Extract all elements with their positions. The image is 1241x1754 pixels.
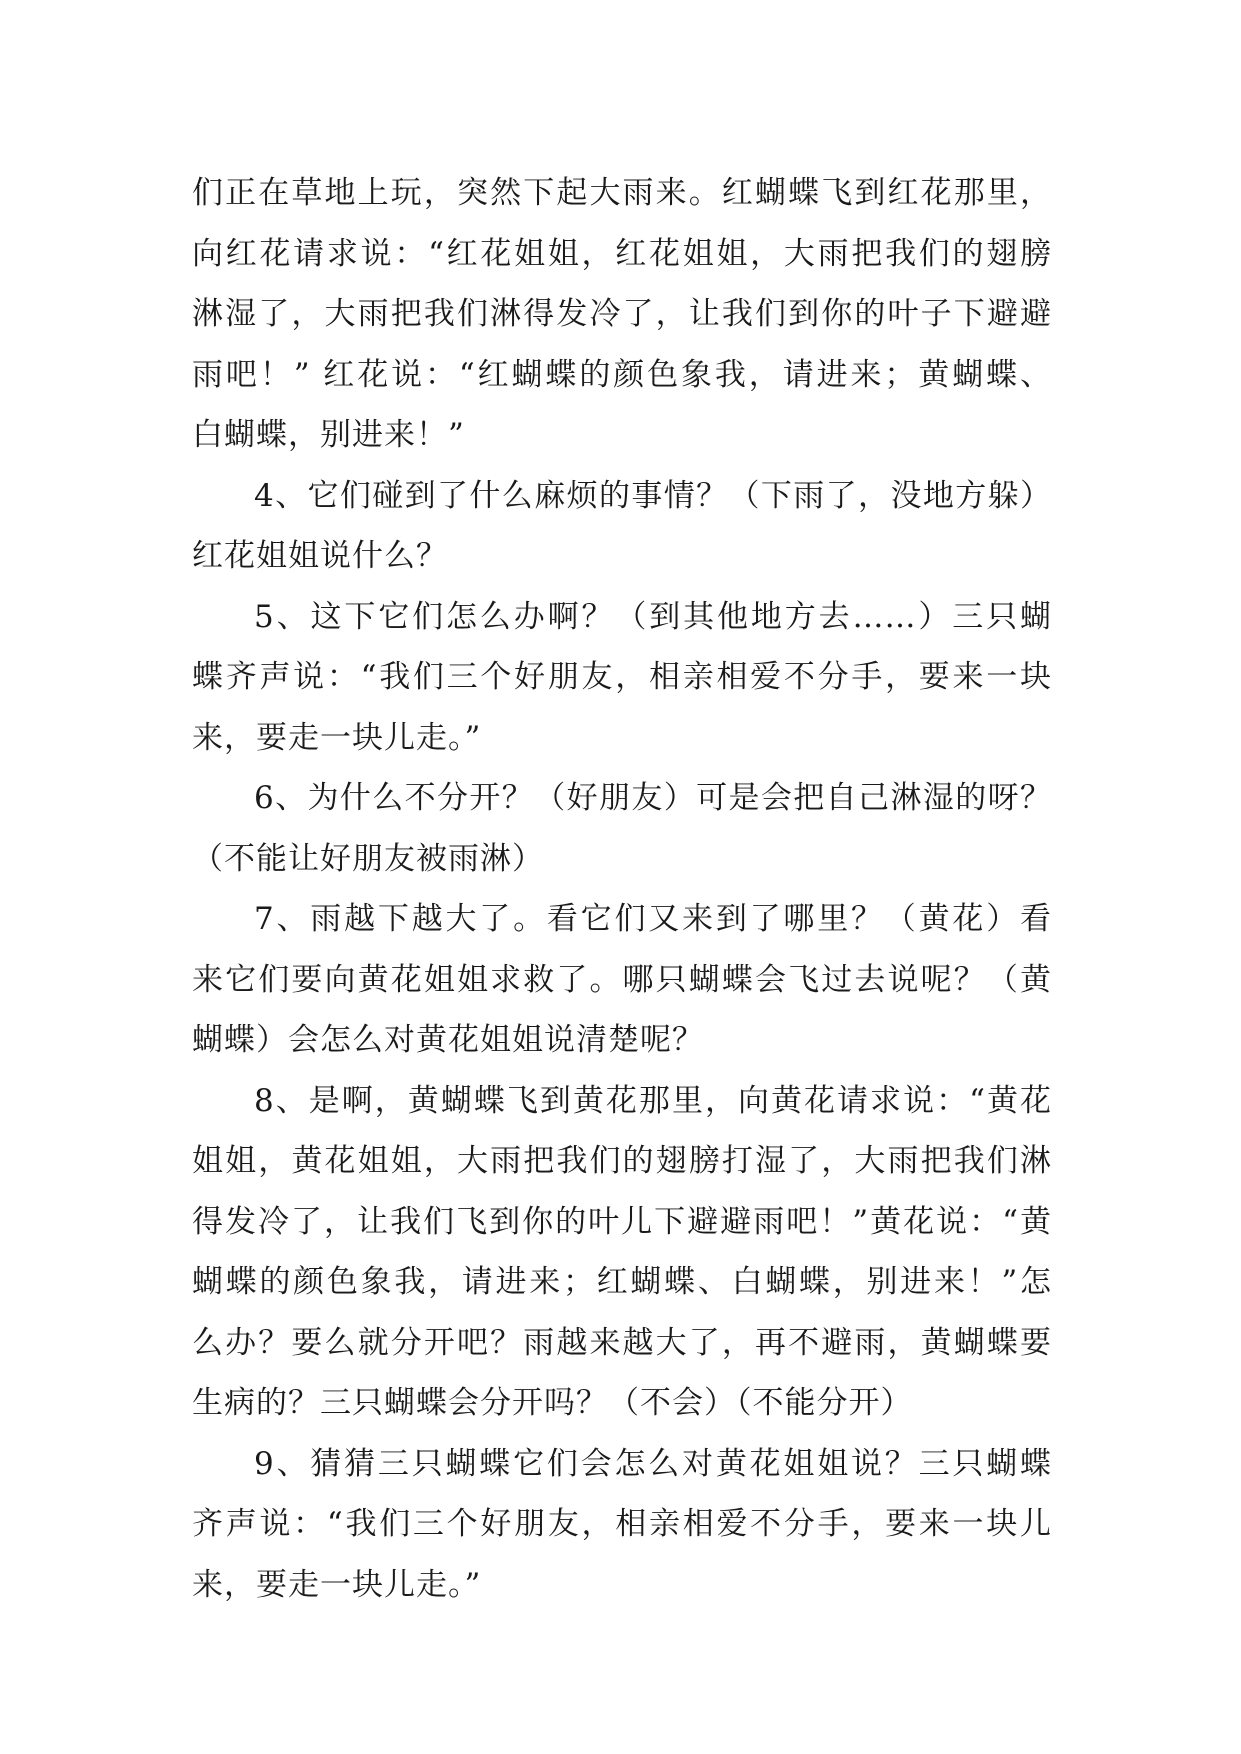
- text-line: 么办？要么就分开吧？雨越来越大了，再不避雨，黄蝴蝶要: [192, 1324, 1052, 1361]
- text-line: 齐声说：“我们三个好朋友，相亲相爱不分手，要来一块儿: [192, 1506, 1052, 1542]
- text-line: 向红花请求说：“红花姐姐，红花姐姐，大雨把我们的翅膀: [192, 235, 1052, 272]
- text-line: 7、雨越下越大了。看它们又来到了哪里？（黄花）看: [254, 901, 1052, 937]
- text-line: 6、为什么不分开？（好朋友）可是会把自己淋湿的呀？: [254, 780, 1052, 816]
- text-line: 蝴蝶）会怎么对黄花姐姐说清楚呢？: [192, 1022, 704, 1058]
- text-line: （不能让好朋友被雨淋）: [192, 840, 544, 877]
- text-line: 来它们要向黄花姐姐求救了。哪只蝴蝶会飞过去说呢？（黄: [192, 961, 1052, 998]
- text-line: 白蝴蝶，别进来！”: [192, 417, 465, 453]
- text-line: 来，要走一块儿走。”: [192, 1566, 482, 1603]
- text-line: 蝴蝶的颜色象我，请进来；红蝴蝶、白蝴蝶，别进来！”怎: [192, 1264, 1052, 1300]
- text-line: 蝶齐声说：“我们三个好朋友，相亲相爱不分手，要来一块: [192, 659, 1052, 695]
- text-line: 雨吧！” 红花说：“红蝴蝶的颜色象我，请进来；黄蝴蝶、: [192, 356, 1052, 393]
- text-line: 得发冷了，让我们飞到你的叶儿下避避雨吧！”黄花说：“黄: [192, 1203, 1052, 1240]
- text-line: 们正在草地上玩，突然下起大雨来。红蝴蝶飞到红花那里，: [192, 175, 1052, 211]
- text-line: 来，要走一块儿走。”: [192, 719, 482, 756]
- text-line: 姐姐，黄花姐姐，大雨把我们的翅膀打湿了，大雨把我们淋: [192, 1143, 1052, 1179]
- text-line: 红花姐姐说什么？: [192, 538, 448, 574]
- text-line: 生病的？三只蝴蝶会分开吗？（不会）（不能分开）: [192, 1385, 913, 1421]
- text-line: 5、这下它们怎么办啊？（到其他地方去……）三只蝴: [254, 598, 1052, 635]
- text-line: 9、猜猜三只蝴蝶它们会怎么对黄花姐姐说？三只蝴蝶: [254, 1445, 1052, 1482]
- text-line: 4、它们碰到了什么麻烦的事情？（下雨了，没地方躲）: [254, 477, 1052, 514]
- document-body: [192, 163, 1052, 1615]
- text-line: 淋湿了，大雨把我们淋得发冷了，让我们到你的叶子下避避: [192, 296, 1052, 332]
- text-line: 8、是啊，黄蝴蝶飞到黄花那里，向黄花请求说：“黄花: [254, 1082, 1052, 1119]
